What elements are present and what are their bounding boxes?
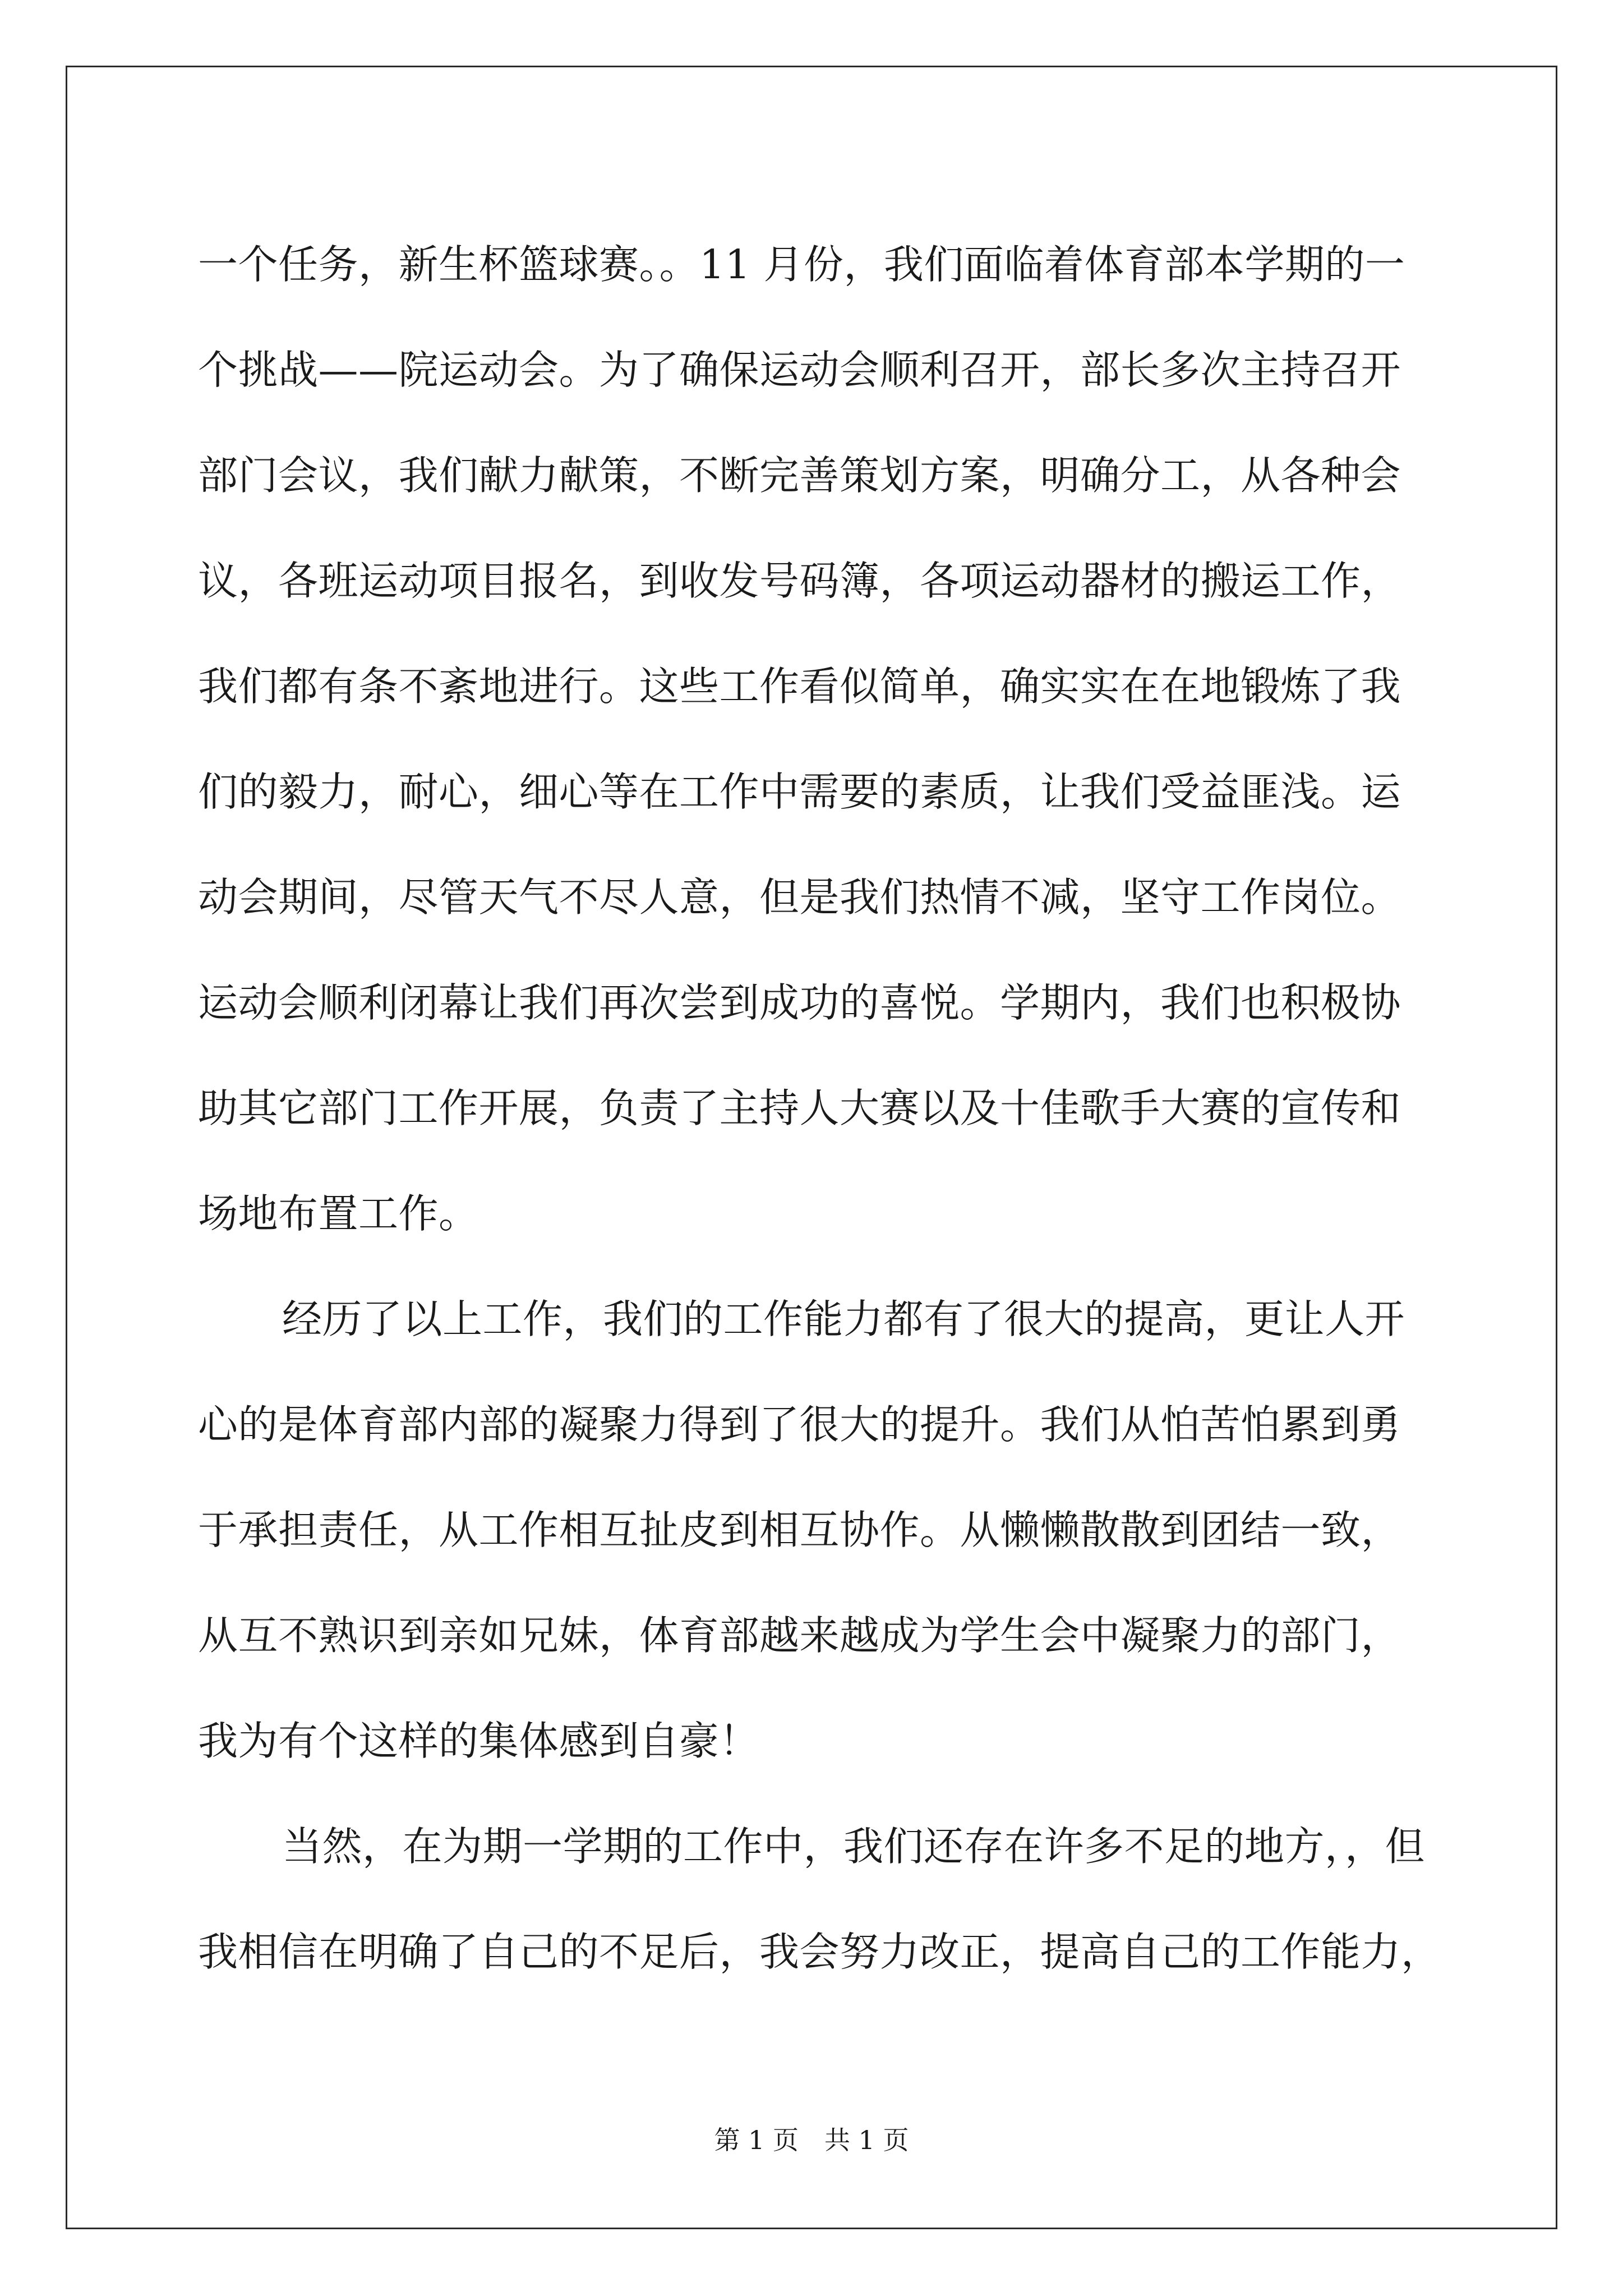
text-line: 经历了以上工作，我们的工作能力都有了很大的提高，更让人开 [282,1296,1405,1342]
text-line: 个挑战——院运动会。为了确保运动会顺利召开，部长多次主持召开 [198,347,1401,393]
paragraph-2 [198,1267,1457,1794]
text-line: 部门会议，我们献力献策，不断完善策划方案，明确分工，从各种会 [198,452,1401,499]
text-line: 们的毅力，耐心，细心等在工作中需要的素质，让我们受益匪浅。运 [198,769,1401,815]
document-body [198,212,1457,2005]
text-line: 一个任务，新生杯篮球赛。。11 月份，我们面临着体育部本学期的一 [198,241,1405,288]
text-line: 议，各班运动项目报名，到收发号码簿，各项运动器材的搬运工作， [198,558,1401,604]
text-line: 场地布置工作。 [198,1190,479,1237]
text-line: 运动会顺利闭幕让我们再次尝到成功的喜悦。学期内，我们也积极协 [198,979,1401,1026]
text-line: 助其它部门工作开展，负责了主持人大赛以及十佳歌手大赛的宣传和 [198,1085,1401,1131]
text-line: 于承担责任，从工作相互扯皮到相互协作。从懒懒散散到团结一致， [198,1507,1401,1553]
text-line: 从互不熟识到亲如兄妹，体育部越来越成为学生会中凝聚力的部门， [198,1612,1401,1659]
page-number-footer: 第 1 页 共 1 页 [714,2125,909,2155]
paragraph-3 [198,1794,1457,2005]
text-line: 动会期间，尽管天气不尽人意，但是我们热情不减，坚守工作岗位。 [198,874,1401,921]
text-line: 心的是体育部内部的凝聚力得到了很大的提升。我们从怕苦怕累到勇 [198,1401,1401,1448]
text-line: 我们都有条不紊地进行。这些工作看似简单，确实实在在地锻炼了我 [198,663,1401,710]
text-line: 我为有个这样的集体感到自豪！ [198,1718,760,1764]
paragraph-1 [198,212,1457,1267]
text-line: 我相信在明确了自己的不足后，我会努力改正，提高自己的工作能力， [198,1929,1441,1975]
text-line: 当然，在为期一学期的工作中，我们还存在许多不足的地方，，但 [282,1823,1426,1870]
